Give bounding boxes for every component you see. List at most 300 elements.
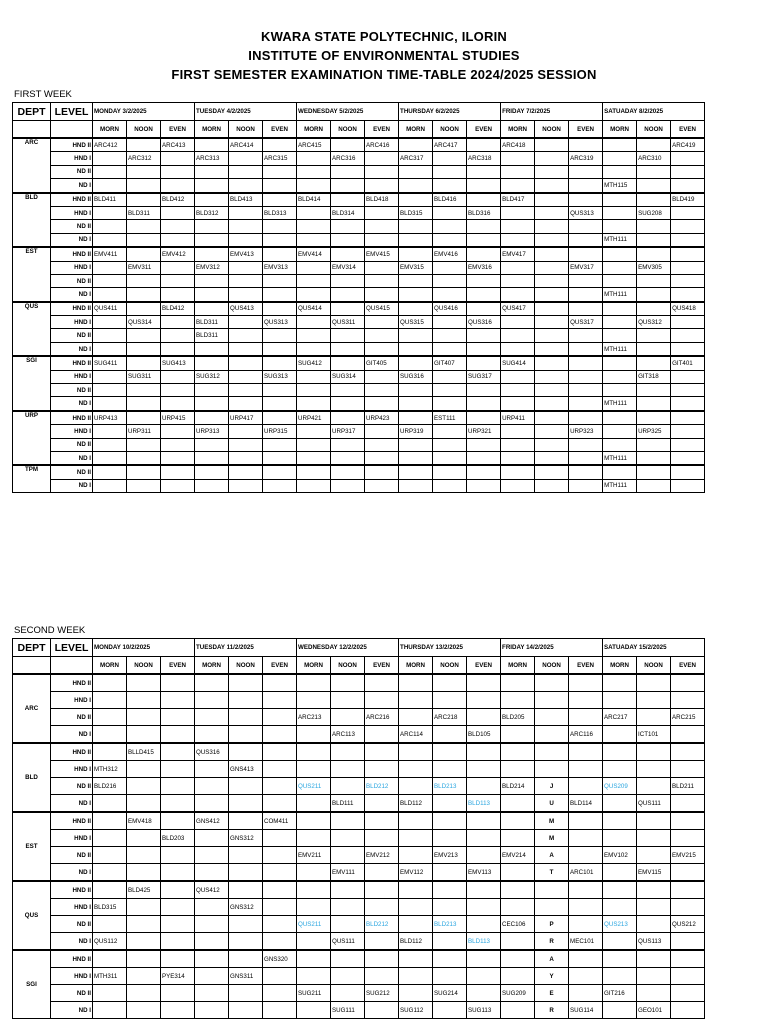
course-cell: BLD311 <box>127 206 161 219</box>
session-header: MORN <box>297 657 331 675</box>
course-cell <box>535 465 569 479</box>
level-cell: HND I <box>51 152 93 165</box>
session-header: EVEN <box>161 121 195 139</box>
course-cell <box>127 899 161 916</box>
course-cell <box>331 812 365 830</box>
institute-title: INSTITUTE OF ENVIRONMENTAL STUDIES <box>248 48 520 63</box>
course-cell: QUS313 <box>263 316 297 329</box>
dept-cell: SGI <box>13 356 51 411</box>
course-cell <box>263 220 297 233</box>
course-cell: SUG208 <box>637 206 671 219</box>
course-cell <box>671 950 705 968</box>
course-cell <box>535 152 569 165</box>
course-cell <box>263 329 297 342</box>
course-cell: SUG314 <box>331 370 365 383</box>
table-row <box>13 709 705 726</box>
course-cell: GIT407 <box>433 356 467 370</box>
course-cell <box>399 812 433 830</box>
course-cell <box>569 138 603 152</box>
course-cell: BLD213 <box>433 778 467 795</box>
session-header: MORN <box>93 657 127 675</box>
course-cell: MTH312 <box>93 761 127 778</box>
course-cell <box>467 950 501 968</box>
level-cell: HND I <box>51 206 93 219</box>
course-cell <box>229 743 263 761</box>
course-cell <box>535 692 569 709</box>
course-cell <box>297 674 331 692</box>
session-header: NOON <box>229 121 263 139</box>
table-row <box>13 274 705 287</box>
course-cell <box>501 370 535 383</box>
course-cell: QUS315 <box>399 316 433 329</box>
course-cell <box>297 743 331 761</box>
course-cell <box>399 179 433 193</box>
course-cell: ARC215 <box>671 709 705 726</box>
course-cell <box>331 709 365 726</box>
course-cell <box>229 274 263 287</box>
course-cell <box>93 916 127 933</box>
session-header: EVEN <box>467 121 501 139</box>
course-cell <box>637 384 671 397</box>
level-cell: HND II <box>51 247 93 261</box>
course-cell <box>569 968 603 985</box>
course-cell <box>399 438 433 451</box>
course-cell: A <box>535 847 569 864</box>
course-cell <box>365 933 399 951</box>
course-cell: BLLD415 <box>127 743 161 761</box>
course-cell <box>535 674 569 692</box>
course-cell: ARC312 <box>127 152 161 165</box>
table-row <box>13 1002 705 1019</box>
course-cell <box>467 465 501 479</box>
course-cell: QUS212 <box>671 916 705 933</box>
course-cell <box>501 274 535 287</box>
course-cell <box>93 288 127 302</box>
level-cell: ND I <box>51 726 93 744</box>
course-cell <box>603 795 637 813</box>
course-cell <box>671 985 705 1002</box>
dept-cell: EST <box>13 247 51 302</box>
table-row <box>13 830 705 847</box>
level-cell: ND II <box>51 329 93 342</box>
course-cell <box>399 247 433 261</box>
course-cell <box>365 342 399 356</box>
course-cell <box>433 384 467 397</box>
course-cell <box>399 479 433 492</box>
course-cell <box>467 274 501 287</box>
course-cell <box>229 342 263 356</box>
course-cell <box>161 438 195 451</box>
course-cell <box>467 138 501 152</box>
course-cell <box>365 881 399 899</box>
course-cell <box>365 830 399 847</box>
table-row <box>13 261 705 274</box>
course-cell: QUS414 <box>297 302 331 316</box>
course-cell <box>263 451 297 465</box>
course-cell <box>535 316 569 329</box>
table-row <box>13 356 705 370</box>
course-cell <box>467 411 501 425</box>
course-cell <box>399 165 433 178</box>
session-header: NOON <box>637 657 671 675</box>
course-cell <box>399 899 433 916</box>
course-cell <box>161 384 195 397</box>
course-cell <box>637 778 671 795</box>
session-header: NOON <box>229 657 263 675</box>
course-cell <box>263 193 297 207</box>
course-cell <box>93 830 127 847</box>
course-cell <box>161 950 195 968</box>
course-cell: QUS413 <box>229 302 263 316</box>
course-cell <box>127 1002 161 1019</box>
course-cell: QUS211 <box>297 778 331 795</box>
dept-header: DEPT <box>13 103 51 121</box>
course-cell <box>195 451 229 465</box>
course-cell: SUG311 <box>127 370 161 383</box>
course-cell <box>365 451 399 465</box>
course-cell: EMV213 <box>433 847 467 864</box>
course-cell <box>331 193 365 207</box>
course-cell <box>433 726 467 744</box>
level-cell: HND I <box>51 899 93 916</box>
course-cell: ARC216 <box>365 709 399 726</box>
course-cell <box>331 384 365 397</box>
course-cell <box>297 812 331 830</box>
course-cell <box>93 985 127 1002</box>
course-cell <box>229 316 263 329</box>
course-cell <box>569 193 603 207</box>
course-cell <box>535 425 569 438</box>
course-cell <box>603 881 637 899</box>
course-cell <box>93 316 127 329</box>
course-cell: SUG112 <box>399 1002 433 1019</box>
course-cell <box>671 384 705 397</box>
course-cell <box>433 1002 467 1019</box>
course-cell: QUS317 <box>569 316 603 329</box>
course-cell <box>229 179 263 193</box>
course-cell: URP311 <box>127 425 161 438</box>
course-cell <box>399 847 433 864</box>
course-cell <box>399 411 433 425</box>
course-cell: J <box>535 778 569 795</box>
table-row <box>13 761 705 778</box>
course-cell <box>671 465 705 479</box>
course-cell <box>127 778 161 795</box>
course-cell <box>195 411 229 425</box>
course-cell <box>671 864 705 882</box>
course-cell <box>365 968 399 985</box>
course-cell <box>297 274 331 287</box>
course-cell <box>195 233 229 247</box>
course-cell <box>297 761 331 778</box>
course-cell <box>501 692 535 709</box>
course-cell: M <box>535 830 569 847</box>
course-cell <box>535 438 569 451</box>
course-cell <box>671 342 705 356</box>
course-cell <box>297 933 331 951</box>
course-cell <box>297 220 331 233</box>
course-cell <box>569 397 603 411</box>
course-cell <box>161 692 195 709</box>
day-header: MONDAY 10/2/2025 <box>93 639 195 657</box>
course-cell <box>365 370 399 383</box>
course-cell: EMV313 <box>263 261 297 274</box>
course-cell <box>263 968 297 985</box>
dept-header: DEPT <box>13 639 51 657</box>
course-cell: SUG413 <box>161 356 195 370</box>
course-cell <box>127 397 161 411</box>
course-cell <box>161 342 195 356</box>
course-cell <box>263 743 297 761</box>
table-row <box>13 425 705 438</box>
course-cell <box>195 193 229 207</box>
course-cell <box>93 384 127 397</box>
course-cell <box>433 397 467 411</box>
course-cell <box>365 179 399 193</box>
course-cell <box>535 165 569 178</box>
course-cell <box>569 384 603 397</box>
course-cell <box>637 916 671 933</box>
course-cell: BLD315 <box>93 899 127 916</box>
course-cell: EMV102 <box>603 847 637 864</box>
course-cell <box>331 274 365 287</box>
course-cell: BLD419 <box>671 193 705 207</box>
course-cell <box>569 356 603 370</box>
course-cell <box>637 674 671 692</box>
course-cell <box>365 479 399 492</box>
course-cell <box>399 881 433 899</box>
course-cell <box>637 451 671 465</box>
course-cell <box>399 465 433 479</box>
level-cell: HND II <box>51 743 93 761</box>
course-cell <box>263 761 297 778</box>
course-cell <box>127 692 161 709</box>
course-cell <box>467 968 501 985</box>
course-cell <box>637 709 671 726</box>
course-cell <box>263 438 297 451</box>
course-cell <box>433 465 467 479</box>
table-row <box>13 726 705 744</box>
course-cell: URP315 <box>263 425 297 438</box>
course-cell <box>331 438 365 451</box>
course-cell <box>93 709 127 726</box>
day-header: SATUADAY 15/2/2025 <box>603 639 705 657</box>
course-cell <box>365 206 399 219</box>
course-cell <box>637 812 671 830</box>
course-cell <box>93 451 127 465</box>
course-cell <box>331 968 365 985</box>
course-cell <box>331 411 365 425</box>
level-cell: ND II <box>51 985 93 1002</box>
course-cell <box>467 329 501 342</box>
course-cell <box>467 847 501 864</box>
course-cell <box>331 220 365 233</box>
course-cell <box>603 425 637 438</box>
course-cell <box>603 329 637 342</box>
level-cell: ND II <box>51 778 93 795</box>
course-cell <box>433 743 467 761</box>
course-cell: PYE314 <box>161 968 195 985</box>
course-cell <box>331 288 365 302</box>
course-cell: QUS313 <box>569 206 603 219</box>
table-row <box>13 985 705 1002</box>
course-cell <box>569 411 603 425</box>
course-cell <box>195 847 229 864</box>
course-cell <box>93 812 127 830</box>
course-cell <box>127 342 161 356</box>
course-cell <box>637 411 671 425</box>
course-cell <box>637 761 671 778</box>
course-cell <box>569 288 603 302</box>
course-cell <box>331 179 365 193</box>
course-cell <box>569 692 603 709</box>
course-cell <box>501 233 535 247</box>
course-cell <box>603 247 637 261</box>
course-cell <box>195 356 229 370</box>
course-cell <box>127 916 161 933</box>
course-cell: GNS413 <box>229 761 263 778</box>
course-cell <box>297 397 331 411</box>
course-cell: EMV315 <box>399 261 433 274</box>
course-cell <box>569 329 603 342</box>
course-cell: R <box>535 933 569 951</box>
course-cell <box>263 864 297 882</box>
course-cell: ARC315 <box>263 152 297 165</box>
table-row <box>13 465 705 479</box>
course-cell <box>127 274 161 287</box>
table-row <box>13 288 705 302</box>
table-row <box>13 329 705 342</box>
course-cell: ICT101 <box>637 726 671 744</box>
course-cell: M <box>535 812 569 830</box>
course-cell: ARC316 <box>331 152 365 165</box>
course-cell: BLD205 <box>501 709 535 726</box>
course-cell <box>671 674 705 692</box>
session-header: NOON <box>331 657 365 675</box>
course-cell <box>535 356 569 370</box>
course-cell <box>637 288 671 302</box>
course-cell <box>671 220 705 233</box>
course-cell <box>161 451 195 465</box>
course-cell <box>93 743 127 761</box>
course-cell <box>161 479 195 492</box>
course-cell <box>365 795 399 813</box>
course-cell <box>501 397 535 411</box>
course-cell <box>433 152 467 165</box>
course-cell <box>161 726 195 744</box>
course-cell <box>263 899 297 916</box>
course-cell <box>195 397 229 411</box>
course-cell <box>433 881 467 899</box>
course-cell <box>535 397 569 411</box>
course-cell <box>399 384 433 397</box>
course-cell <box>467 247 501 261</box>
course-cell <box>399 985 433 1002</box>
course-cell <box>263 397 297 411</box>
course-cell <box>229 1002 263 1019</box>
course-cell <box>161 425 195 438</box>
table-row <box>13 451 705 465</box>
course-cell: QUS112 <box>93 933 127 951</box>
course-cell: ARC412 <box>93 138 127 152</box>
course-cell <box>161 261 195 274</box>
course-cell <box>229 847 263 864</box>
course-cell <box>195 465 229 479</box>
table-row <box>13 864 705 882</box>
course-cell: ARC418 <box>501 138 535 152</box>
course-cell: EMV111 <box>331 864 365 882</box>
course-cell <box>297 864 331 882</box>
course-cell: MTH111 <box>603 342 637 356</box>
course-cell <box>569 465 603 479</box>
level-cell: ND II <box>51 274 93 287</box>
course-cell <box>467 830 501 847</box>
course-cell <box>433 864 467 882</box>
course-cell <box>569 233 603 247</box>
course-cell <box>399 302 433 316</box>
course-cell <box>195 479 229 492</box>
course-cell: MTH115 <box>603 179 637 193</box>
dept-cell: URP <box>13 411 51 466</box>
course-cell: E <box>535 985 569 1002</box>
course-cell: QUS316 <box>467 316 501 329</box>
course-cell <box>161 812 195 830</box>
session-header: NOON <box>331 121 365 139</box>
course-cell <box>569 302 603 316</box>
course-cell <box>603 438 637 451</box>
level-cell: HND II <box>51 193 93 207</box>
course-cell <box>263 933 297 951</box>
course-cell <box>535 881 569 899</box>
course-cell <box>229 692 263 709</box>
course-cell <box>671 795 705 813</box>
course-cell <box>467 812 501 830</box>
course-cell <box>433 692 467 709</box>
course-cell <box>331 830 365 847</box>
course-cell <box>127 479 161 492</box>
course-cell <box>127 950 161 968</box>
course-cell <box>161 985 195 1002</box>
course-cell <box>331 778 365 795</box>
course-cell <box>501 329 535 342</box>
course-cell: SUG114 <box>569 1002 603 1019</box>
course-cell <box>297 288 331 302</box>
course-cell <box>671 179 705 193</box>
first-week-label: FIRST WEEK <box>14 89 72 100</box>
course-cell: ARC313 <box>195 152 229 165</box>
course-cell <box>671 411 705 425</box>
level-cell: HND I <box>51 761 93 778</box>
course-cell <box>433 329 467 342</box>
course-cell <box>229 795 263 813</box>
session-header: MORN <box>297 121 331 139</box>
course-cell <box>331 899 365 916</box>
course-cell <box>535 479 569 492</box>
course-cell <box>637 985 671 1002</box>
course-cell <box>365 1002 399 1019</box>
course-cell <box>127 193 161 207</box>
course-cell <box>603 899 637 916</box>
course-cell <box>637 479 671 492</box>
course-cell <box>433 933 467 951</box>
course-cell <box>331 881 365 899</box>
course-cell <box>671 329 705 342</box>
course-cell: QUS411 <box>93 302 127 316</box>
day-header: TUESDAY 11/2/2025 <box>195 639 297 657</box>
course-cell <box>127 288 161 302</box>
course-cell: QUS311 <box>331 316 365 329</box>
course-cell <box>195 342 229 356</box>
